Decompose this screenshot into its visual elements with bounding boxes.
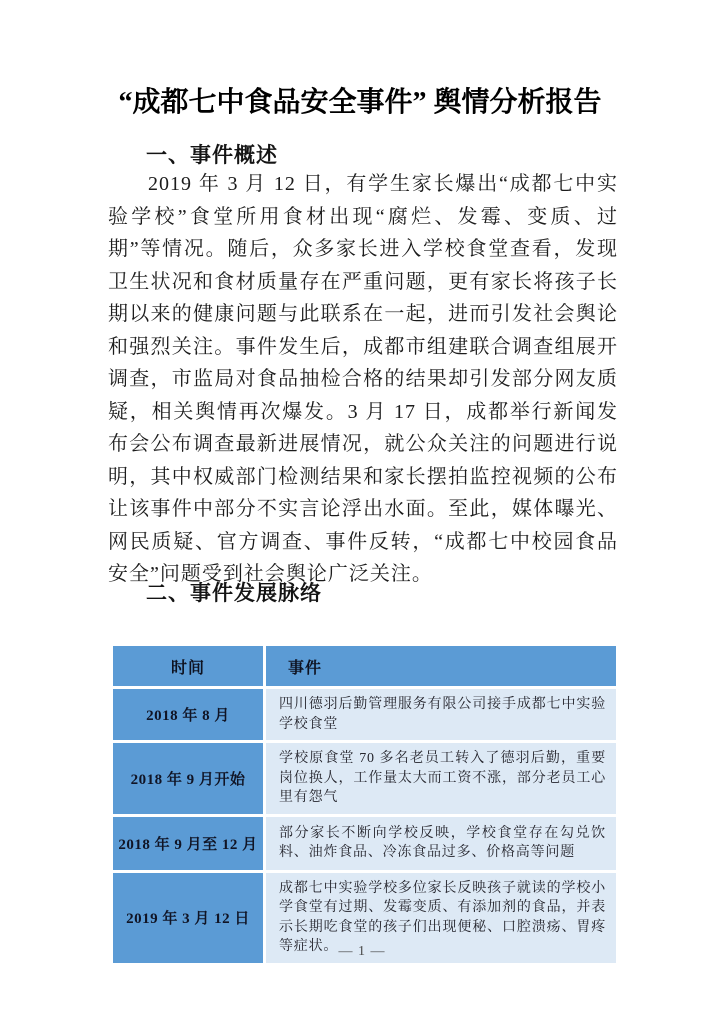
- overview-paragraph: 2019 年 3 月 12 日，有学生家长爆出“成都七中实验学校”食堂所用食材出现“腐烂、发霉、变质、过期”等情况。随后，众多家长进入学校食堂查看，发现卫生状况和食材质量存在严重问题，更有家长将孩子长期以来的健康问题与此联系在一起，进而引发社会舆论和强烈关注。事件发生后，成都市组建联合调查组展开调查，市监局对食品抽检合格的结果却引发部分网友质疑，相关舆情再次爆发。3 月 17 日，成都举行新闻发布会公布调查最新进展情况，就公众关注的问题进行说明，其中权威部门检测结果和家长摆拍监控视频的公布让该事件中部分不实言论浮出水面。至此，媒体曝光、网民质疑、官方调查、事件反转，“成都七中校园食品安全”问题受到社会舆论广泛关注。: [108, 173, 618, 585]
- table-header-event: 事件: [266, 646, 616, 686]
- page-number: — 1 —: [338, 944, 386, 959]
- time-cell: 2018 年 9 月至 12 月: [113, 817, 263, 870]
- event-cell: 四川德羽后勤管理服务有限公司接手成都七中实验学校食堂: [266, 689, 616, 740]
- section-heading-timeline: 二、事件发展脉络: [146, 582, 322, 605]
- time-cell: 2018 年 8 月: [113, 689, 263, 740]
- event-cell: 成都七中实验学校多位家长反映孩子就读的学校小学食堂有过期、发霉变质、有添加剂的食品，并表示长期吃食堂的孩子们出现便秘、口腔溃疡、胃疼等症状。: [266, 873, 616, 963]
- table-header-time: 时间: [113, 646, 263, 686]
- event-cell: 学校原食堂 70 多名老员工转入了德羽后勤，重要岗位换人，工作量太大而工资不涨，部分老员工心里有怨气: [266, 743, 616, 814]
- time-cell: 2018 年 9 月开始: [113, 743, 263, 814]
- document-title: “成都七中食品安全事件” 舆情分析报告: [118, 87, 602, 118]
- event-cell: 部分家长不断向学校反映，学校食堂存在勾兑饮料、油炸食品、冷冻食品过多、价格高等问题: [266, 817, 616, 870]
- time-cell: 2019 年 3 月 12 日: [113, 873, 263, 963]
- timeline-table: [113, 646, 616, 963]
- section-heading-overview: 一、事件概述: [146, 144, 278, 167]
